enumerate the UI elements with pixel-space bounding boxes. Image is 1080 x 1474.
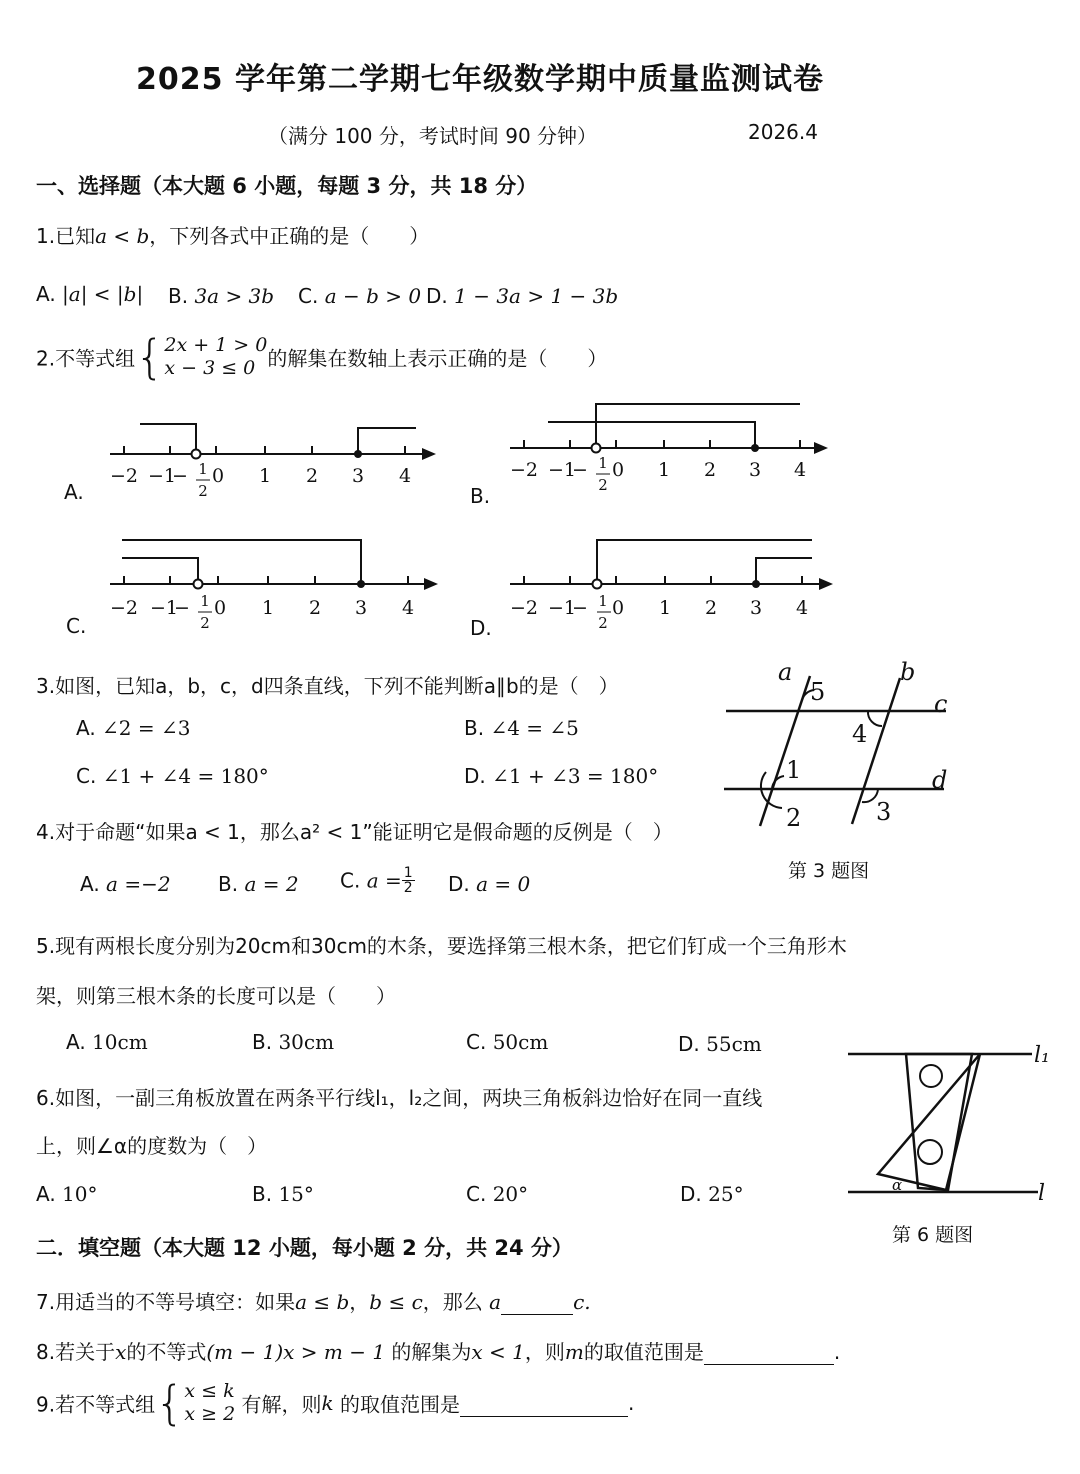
tick-label: 1: [200, 592, 210, 610]
tick-label: −1: [547, 597, 577, 619]
tick-label: −1: [547, 459, 577, 481]
tick-label: 4: [795, 597, 809, 619]
tick-label: 1: [258, 465, 272, 487]
tick-label: 1: [598, 454, 608, 472]
q2-number-line-c: [100, 532, 445, 632]
option-expr: a − b > 0: [324, 284, 422, 308]
q6-option-d[interactable]: [680, 1182, 744, 1206]
option-label: A.: [36, 282, 56, 306]
figure-label: b: [900, 658, 916, 686]
tick-label: 2: [200, 614, 210, 632]
q7-sep: ，: [349, 1290, 370, 1314]
figure-label: 1: [786, 756, 802, 784]
tick-label: 3: [748, 459, 762, 481]
question-5-stem-line2: 架，则第三根木条的长度可以是（ ）: [36, 984, 396, 1008]
open-point: [593, 580, 602, 589]
tick-label: 1: [658, 597, 672, 619]
q8-text: ，则: [524, 1340, 565, 1364]
q1-prefix: 1.已知: [36, 224, 96, 248]
q4-option-c[interactable]: [340, 866, 415, 895]
question-7-stem: [36, 1286, 591, 1315]
q9-ineq-1: x ≤ k: [184, 1380, 235, 1402]
q9-text: 有解，则: [235, 1392, 322, 1417]
q3-option-c[interactable]: [76, 764, 269, 788]
figure-label: α: [892, 1176, 903, 1194]
q2-option-d-label[interactable]: D.: [470, 616, 492, 640]
option-expr: 1 − 3a > 1 − 3b: [454, 284, 619, 308]
option-label: A.: [36, 1182, 56, 1206]
figure-label: 5: [810, 678, 826, 706]
q5-option-d[interactable]: [678, 1032, 762, 1056]
q2-option-c-label[interactable]: C.: [66, 614, 87, 638]
option-label: D.: [448, 872, 470, 896]
option-label: C.: [340, 868, 361, 893]
option-label: B.: [252, 1030, 273, 1054]
q2-ineq-2: x − 3 ≤ 0: [164, 357, 256, 379]
question-9-stem: [36, 1376, 635, 1430]
section-2-heading: 二．填空题（本大题 12 小题，每小题 2 分，共 24 分）: [36, 1236, 573, 1260]
option-expr: 20°: [492, 1182, 529, 1206]
option-expr: ∠1 + ∠3 = 180°: [492, 764, 659, 788]
tick-label: 2: [308, 597, 322, 619]
q2-suffix: 的解集在数轴上表示正确的是（ ）: [267, 346, 608, 371]
q8-text: 的解集为: [385, 1340, 472, 1364]
question-6-stem-line2: 上，则∠α的度数为（ ）: [36, 1134, 268, 1158]
tick-label: 1: [261, 597, 275, 619]
option-expr: 10°: [62, 1182, 98, 1206]
tick-label: 2: [598, 614, 608, 632]
q9-ineq-2: x ≥ 2: [184, 1403, 236, 1425]
option-expr: 3a > 3b: [194, 284, 275, 308]
q7-after: c.: [573, 1290, 591, 1314]
tick-label: 0: [213, 597, 227, 619]
closed-point: [751, 444, 759, 452]
q8-prefix: 8.若关于: [36, 1340, 116, 1364]
tick-label: 0: [211, 465, 225, 487]
brace-icon: {: [155, 1376, 185, 1430]
q9-answer-blank[interactable]: [460, 1390, 628, 1417]
q8-math: m: [564, 1340, 584, 1364]
q8-answer-blank[interactable]: [704, 1340, 834, 1365]
tick-label: −: [572, 459, 588, 481]
q8-text: 的不等式: [126, 1340, 207, 1364]
figure-label: a: [778, 658, 793, 686]
tick-label: −: [174, 597, 190, 619]
closed-point: [354, 450, 362, 458]
q7-prefix: 7.用适当的不等号填空：如果: [36, 1290, 296, 1314]
q9-math: k: [321, 1391, 334, 1415]
option-expr: a = 0: [476, 872, 531, 896]
q4-option-a[interactable]: [80, 872, 171, 896]
tick-label: −: [572, 597, 588, 619]
option-label: B.: [464, 716, 485, 740]
open-point: [194, 580, 203, 589]
tick-label: −1: [147, 465, 177, 487]
q9-end: .: [628, 1391, 635, 1415]
option-label: C.: [76, 764, 97, 788]
tick-label: −2: [109, 465, 139, 487]
tick-label: 1: [598, 592, 608, 610]
option-label: D.: [680, 1182, 702, 1206]
option-expr: a = 2: [244, 872, 299, 896]
figure-label: d: [932, 766, 948, 794]
brace-icon: {: [135, 330, 165, 384]
tick-label: 3: [351, 465, 365, 487]
q5-option-b[interactable]: [252, 1030, 334, 1054]
q6-option-a[interactable]: [36, 1182, 98, 1206]
figure-label: 3: [876, 798, 892, 826]
option-label: C.: [466, 1030, 487, 1054]
q8-math: (m − 1)x > m − 1: [206, 1340, 386, 1364]
q2-number-line-a: [100, 412, 445, 502]
q3-option-b[interactable]: [464, 716, 579, 740]
option-expr: 15°: [278, 1182, 314, 1206]
q7-math: a ≤ b: [295, 1290, 350, 1314]
closed-point: [357, 580, 365, 588]
q9-prefix: 9.若不等式组: [36, 1392, 156, 1417]
q2-prefix: 2.不等式组: [36, 346, 136, 371]
tick-label: 4: [401, 597, 415, 619]
q6-figure: [840, 1040, 1065, 1210]
q4-option-b[interactable]: [218, 872, 299, 896]
q8-math: x: [115, 1340, 127, 1364]
q3-option-d[interactable]: [464, 764, 658, 788]
option-label: D.: [464, 764, 486, 788]
q1-option-d[interactable]: [426, 284, 618, 308]
tick-label: −2: [509, 459, 539, 481]
option-expr: 55cm: [706, 1032, 762, 1056]
tick-label: 2: [703, 459, 717, 481]
closed-point: [752, 580, 760, 588]
q7-math: b ≤ c: [369, 1290, 423, 1314]
exam-info: （满分 100 分，考试时间 90 分钟）: [268, 124, 598, 148]
tick-label: −1: [149, 597, 179, 619]
tick-label: 4: [398, 465, 412, 487]
tick-label: −2: [509, 597, 539, 619]
q8-math: x < 1: [471, 1340, 525, 1364]
question-6-stem-line1: 6.如图，一副三角板放置在两条平行线l₁，l₂之间，两块三角板斜边恰好在同一直线: [36, 1086, 763, 1110]
option-label: B.: [252, 1182, 273, 1206]
fraction-denominator: 2: [403, 880, 413, 896]
tick-label: 4: [793, 459, 807, 481]
tick-label: 2: [198, 482, 208, 500]
tick-label: 0: [611, 597, 625, 619]
tick-label: 2: [305, 465, 319, 487]
option-expr: 50cm: [492, 1030, 549, 1054]
question-5-stem-line1: 5.现有两根长度分别为20cm和30cm的木条，要选择第三根木条，把它们钉成一个三角形木: [36, 934, 847, 958]
option-expr: ∠1 + ∠4 = 180°: [102, 764, 269, 788]
tick-label: 2: [598, 476, 608, 494]
q5-option-c[interactable]: [466, 1030, 548, 1054]
q7-answer-blank[interactable]: [501, 1290, 573, 1315]
question-2-stem: [36, 330, 608, 384]
q6-option-c[interactable]: [466, 1182, 528, 1206]
q6-figure-caption: 第 6 题图: [892, 1224, 974, 1246]
tick-label: −2: [109, 597, 139, 619]
option-expr: a =: [366, 868, 402, 893]
q2-option-a-label[interactable]: A.: [64, 480, 84, 504]
q3-figure: [716, 656, 966, 836]
question-8-stem: [36, 1336, 840, 1365]
option-expr: 25°: [708, 1182, 744, 1206]
figure-label: c: [934, 690, 948, 718]
option-label: D.: [678, 1032, 700, 1056]
option-label: B.: [218, 872, 239, 896]
open-point: [192, 450, 201, 459]
tick-label: −: [172, 465, 188, 487]
q3-figure-caption: 第 3 题图: [788, 860, 870, 882]
q8-text: 的取值范围是: [583, 1340, 704, 1364]
figure-label: 4: [852, 720, 868, 748]
figure-label: l: [1038, 1181, 1046, 1206]
question-1-stem: [36, 220, 429, 249]
q2-option-b-label[interactable]: B.: [470, 484, 491, 508]
q1-option-b[interactable]: [168, 284, 274, 308]
question-3-stem: 3.如图，已知a，b，c，d四条直线，下列不能判断a∥b的是（ ）: [36, 674, 619, 698]
tick-label: 3: [749, 597, 763, 619]
option-label: B.: [168, 284, 189, 308]
q6-option-b[interactable]: [252, 1182, 314, 1206]
option-label: C.: [298, 284, 319, 308]
q1-suffix: ，下列各式中正确的是（ ）: [149, 224, 430, 248]
option-label: A.: [66, 1030, 86, 1054]
q4-option-d[interactable]: [448, 872, 530, 896]
q1-option-c[interactable]: [298, 284, 421, 308]
open-point: [592, 444, 601, 453]
question-4-stem: 4.对于命题“如果a < 1，那么a² < 1”能证明它是假命题的反例是（ ）: [36, 820, 673, 844]
q7-math: a: [489, 1290, 502, 1314]
option-expr: 10cm: [92, 1030, 148, 1054]
option-label: C.: [466, 1182, 487, 1206]
option-expr: a =−2: [106, 872, 171, 896]
option-expr: ∠2 = ∠3: [102, 716, 191, 740]
q9-system: [184, 1380, 235, 1426]
q2-system: [164, 334, 267, 380]
tick-label: 1: [657, 459, 671, 481]
tick-label: 1: [198, 460, 208, 478]
tick-label: 3: [354, 597, 368, 619]
exam-date: 2026.4: [748, 120, 818, 144]
figure-label: 2: [786, 804, 802, 832]
option-label: D.: [426, 284, 448, 308]
q1-condition: a < b: [95, 224, 150, 248]
option-expr: 30cm: [278, 1030, 335, 1054]
page-title: 2025 学年第二学期七年级数学期中质量监测试卷: [136, 62, 824, 97]
fraction-numerator: 1: [403, 865, 413, 881]
q2-number-line-d: [500, 532, 845, 632]
tick-label: 0: [611, 459, 625, 481]
q7-mid: ，那么: [422, 1290, 483, 1314]
section-1-heading: 一、选择题（本大题 6 小题，每题 3 分，共 18 分）: [36, 174, 538, 198]
option-expr: ∠4 = ∠5: [490, 716, 579, 740]
option-label: A.: [80, 872, 100, 896]
q9-text: 的取值范围是: [333, 1392, 461, 1417]
figure-label: l₁: [1034, 1043, 1050, 1068]
q2-ineq-1: 2x + 1 > 0: [164, 334, 268, 356]
tick-label: 2: [704, 597, 718, 619]
q5-option-a[interactable]: [66, 1030, 148, 1054]
q2-number-line-b: [500, 398, 845, 498]
q3-option-a[interactable]: [76, 716, 190, 740]
option-expr: |a| < |b|: [62, 282, 144, 306]
option-label: A.: [76, 716, 96, 740]
fraction: [402, 866, 415, 895]
q8-end: .: [833, 1340, 841, 1364]
q1-option-a[interactable]: [36, 282, 143, 306]
